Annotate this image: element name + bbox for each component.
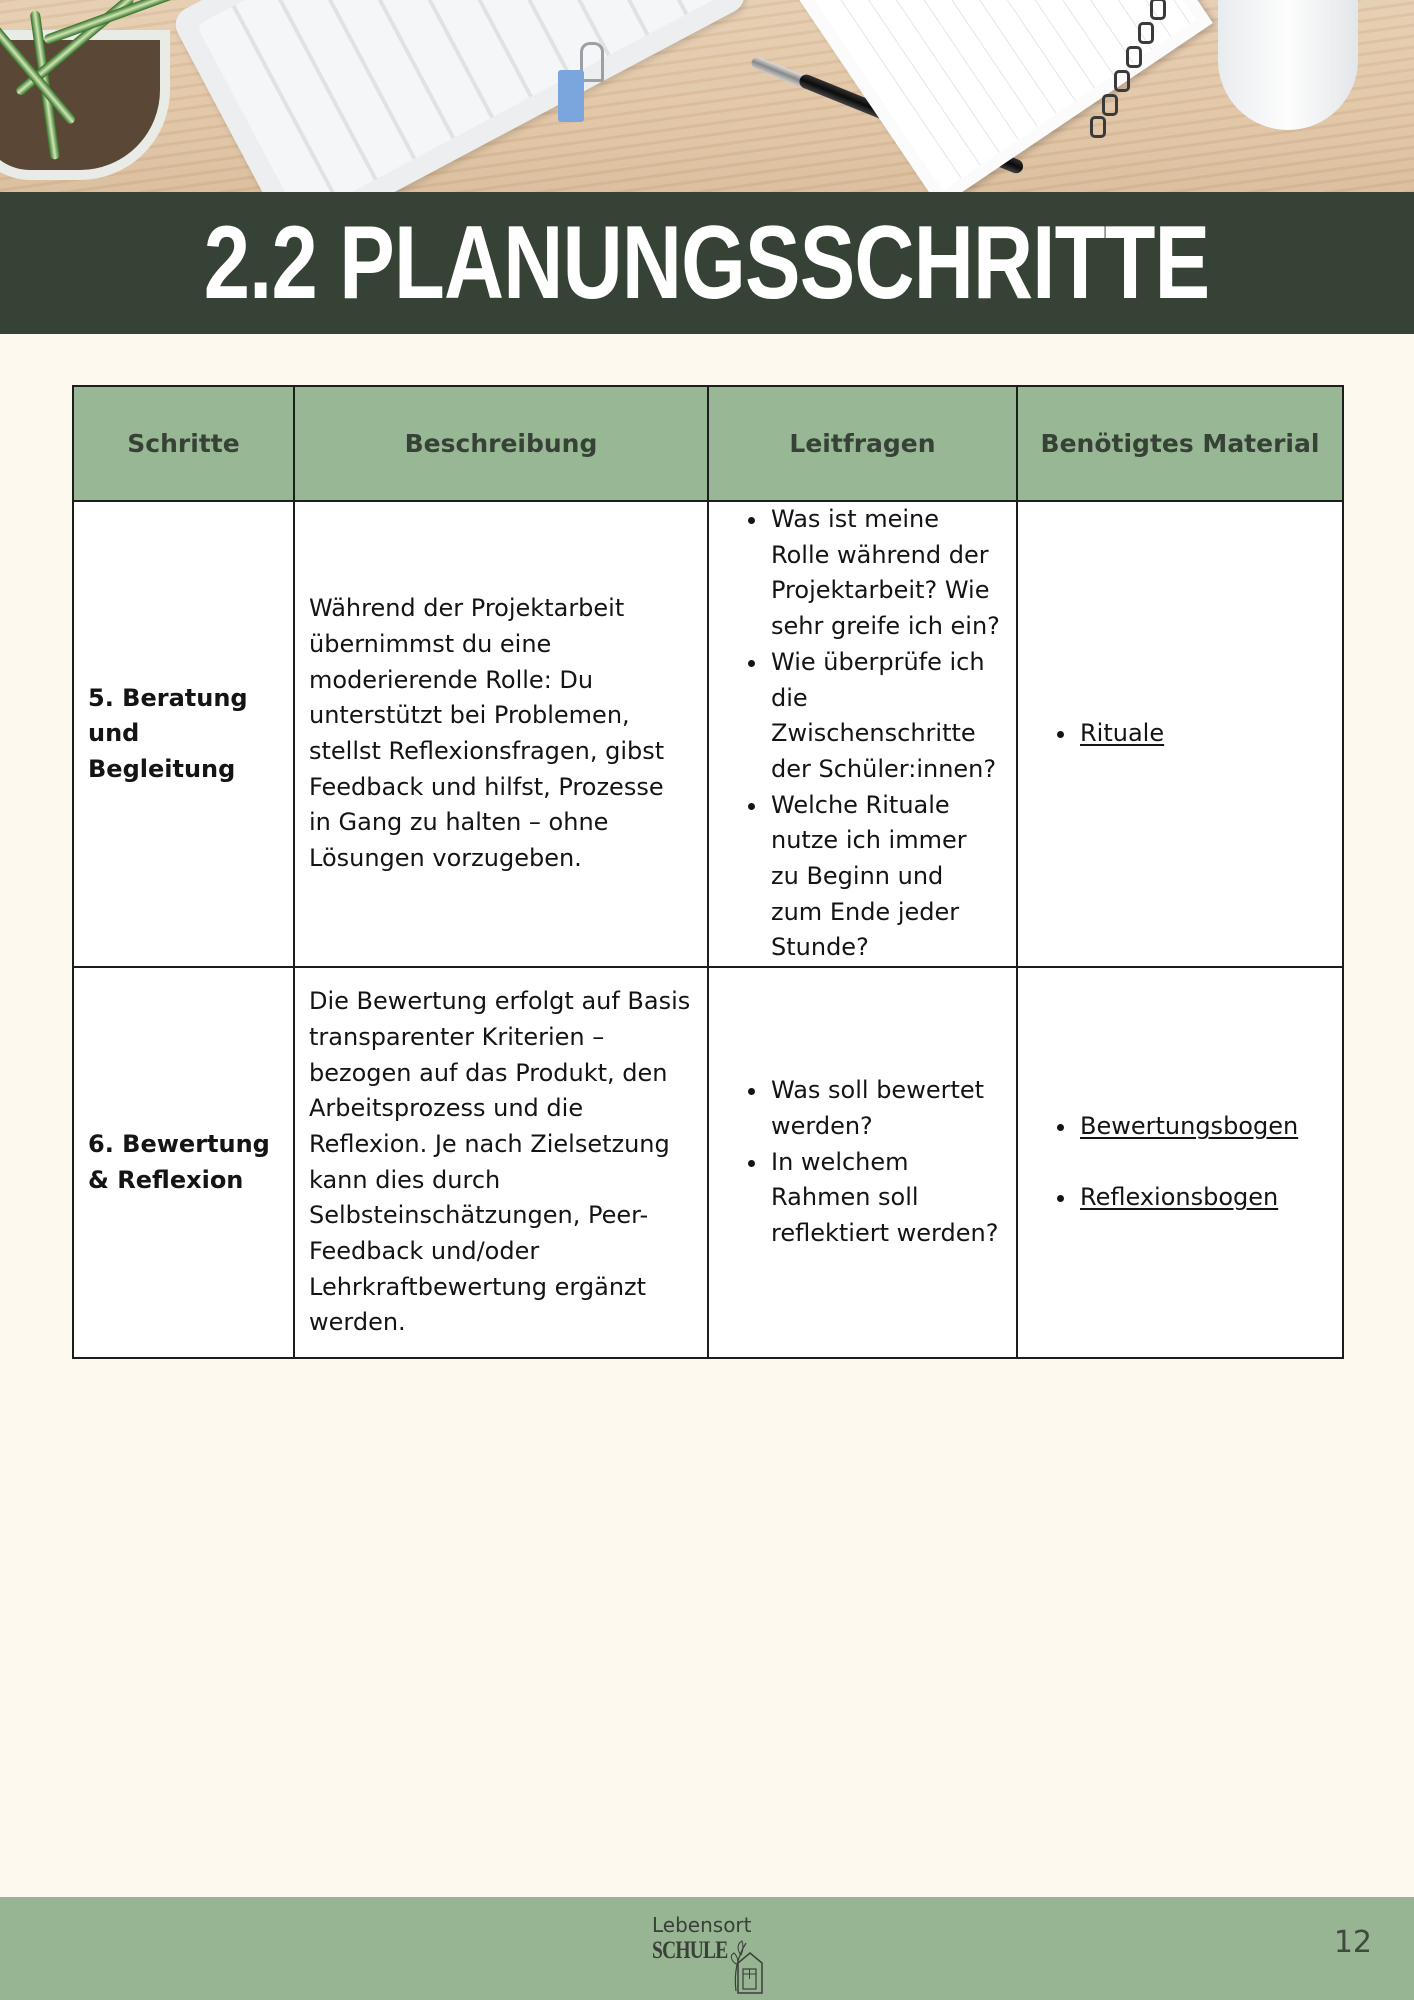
material-link-reflexionsbogen[interactable]: Reflexionsbogen (1080, 1183, 1279, 1212)
question-item: • In welchem Rahmen soll reflektiert werden? (769, 1145, 1002, 1252)
column-header-leitfragen: Leitfragen (708, 386, 1017, 501)
materials-list (1032, 1109, 1328, 1215)
notebook-spiral (1138, 22, 1154, 44)
column-header-schritte: Schritte (73, 386, 294, 501)
question-item: • Was ist meine Rolle während der Projektarbeit? Wie sehr greife ich ein? (769, 502, 1002, 645)
questions-list (723, 502, 1002, 966)
logo-line-2: SCHULE (652, 1937, 728, 1964)
questions-cell (708, 501, 1017, 967)
table-row (73, 501, 1343, 967)
page-title: 2.2 PLANUNGSSCHRITTE (204, 205, 1210, 321)
step-cell (73, 967, 294, 1358)
question-item: • Wie überprüfe ich die Zwischenschritte der Schüler:innen? (769, 645, 1002, 788)
material-link-rituale[interactable]: Rituale (1080, 719, 1165, 748)
lebensort-schule-logo (650, 1913, 770, 1993)
notebook-spiral (1102, 94, 1118, 116)
materials-cell (1017, 967, 1343, 1358)
planning-table (72, 385, 1344, 1359)
column-header-material: Benötigtes Material (1017, 386, 1343, 501)
questions-cell (708, 967, 1017, 1358)
question-item: • Was soll bewertet werden? (769, 1073, 1002, 1144)
header-photo (0, 0, 1414, 192)
step-title: 5. Beratung und Begleitung (88, 683, 248, 783)
step-title: 6. Bewertung & Reflexion (88, 1129, 270, 1194)
table-header-row (73, 386, 1343, 501)
question-item: • Welche Rituale nutze ich immer zu Beginn und zum Ende jeder Stunde? (769, 788, 1002, 967)
material-item (1078, 1109, 1328, 1145)
footer (0, 1897, 1414, 2000)
material-item (1078, 716, 1328, 752)
notebook-spiral (1114, 70, 1130, 92)
description-cell: Die Bewertung erfolgt auf Basis transparenter Kriterien – bezogen auf das Produkt, den Arbeitsprozess und die Reflexion. Je nach Zielsetzung kann dies durch Selbsteinschätzungen, Peer-Feedback und/oder Lehrkraftbewertung ergänzt werden. (294, 967, 708, 1358)
logo-line-1: Lebensort (652, 1913, 752, 1937)
table-row (73, 967, 1343, 1358)
notebook-spiral (1090, 116, 1106, 138)
materials-cell (1017, 501, 1343, 967)
house-plant-icon (716, 1925, 766, 1995)
notebook-spiral (1150, 0, 1166, 20)
material-item (1078, 1180, 1328, 1216)
page-number: 12 (1333, 1925, 1372, 1960)
notebook-spiral (1126, 46, 1142, 68)
material-link-bewertungsbogen[interactable]: Bewertungsbogen (1080, 1112, 1299, 1141)
step-cell (73, 501, 294, 967)
binder-clip (558, 70, 584, 122)
column-header-beschreibung: Beschreibung (294, 386, 708, 501)
title-band (0, 192, 1414, 334)
materials-list (1032, 716, 1328, 752)
description-cell: Während der Projektarbeit übernimmst du eine moderierende Rolle: Du unterstützt bei Problemen, stellst Reflexionsfragen, gibst Feedback und hilfst, Prozesse in Gang zu halten – ohne Lösungen vorzugeben. (294, 501, 708, 967)
questions-list (723, 1073, 1002, 1252)
